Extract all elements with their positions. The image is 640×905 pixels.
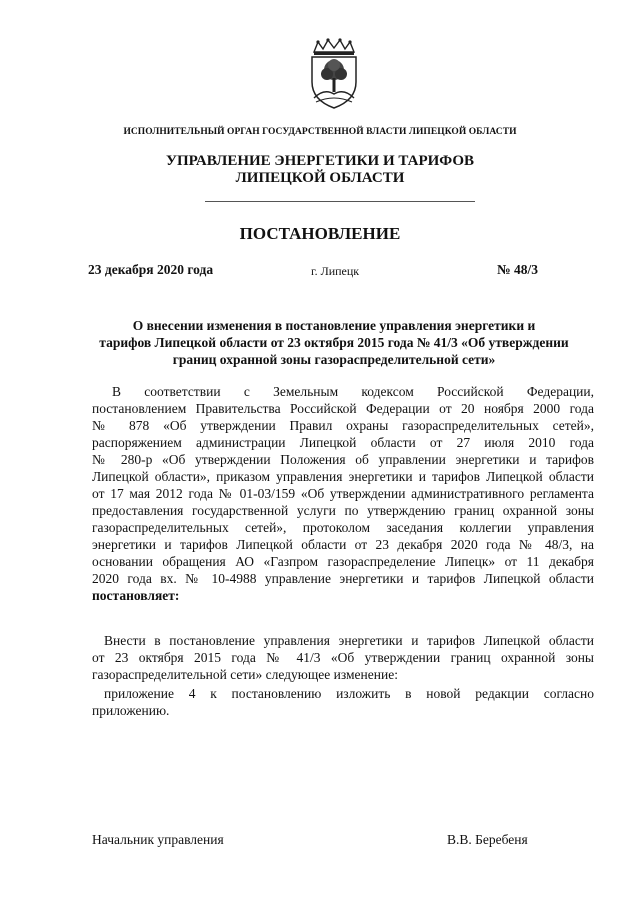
document-subject [74,317,594,368]
department-name-line2: ЛИПЕЦКОЙ ОБЛАСТИ [235,170,405,186]
resolution-line: газораспределительной сети» следующее изменение: [92,667,398,682]
department-name [0,153,640,187]
subject-line: О внесении изменения в постановление управления энергетики и [132,318,536,333]
subject-line: границ охранной зоны газораспределительной сети» [172,352,496,367]
preamble-paragraph [92,383,594,604]
preamble-line: № 878 «Об утверждении Правил охраны газораспределительных сетей», [92,418,594,433]
lipetsk-coat-of-arms-icon [304,38,364,110]
signatory-name: В.В. Беребеня [447,832,528,847]
preamble-line: Липецкой области», приказом управления энергетики и тарифов Липецкой области [92,469,594,484]
resolution-line: от 23 октября 2015 года № 41/3 «Об утверждении границ охранной зоны [92,650,594,665]
decision-word: постановляет: [92,588,180,603]
signatory-position: Начальник управления [92,832,224,847]
preamble-line: № 280-р «Об утверждении Положения об управлении энергетики и тарифов [92,452,594,467]
preamble-line: основании обращения АО «Газпром газораспределение Липецк» от 11 декабря [92,554,594,569]
resolution-paragraph [92,632,594,683]
document-number: № 48/3 [497,262,538,277]
preamble-line: энергетики и тарифов Липецкой области от 23 декабря 2020 года № 48/3, на [92,537,594,552]
resolution-line: Внести в постановление управления энергетики и тарифов Липецкой области [104,633,594,648]
resolution-item-line: приложение 4 к постановлению изложить в новой редакции согласно [104,686,594,701]
authority-name: ИСПОЛНИТЕЛЬНЫЙ ОРГАН ГОСУДАРСТВЕННОЙ ВЛАСТИ ЛИПЕЦКОЙ ОБЛАСТИ [123,127,517,137]
document-date: 23 декабря 2020 года [88,262,214,277]
preamble-line: предоставления государственной услуги по утверждению границ охранной зоны [92,503,594,518]
preamble-line: постановлением Правительства Российской Федерации от 20 ноября 2000 года [92,401,594,416]
header-divider [205,201,475,202]
document-type-title: ПОСТАНОВЛЕНИЕ [239,224,401,243]
department-name-line1: УПРАВЛЕНИЕ ЭНЕРГЕТИКИ И ТАРИФОВ [165,153,475,169]
resolution-item-line: приложению. [92,703,170,718]
document-city: г. Липецк [311,264,360,278]
preamble-line: В соответствии с Земельным кодексом Российской Федерации, [112,384,594,399]
preamble-line: от 17 мая 2012 года № 01-03/159 «Об утверждении административного регламента [92,486,594,501]
preamble-line: 2020 года вх. № 10-4988 управление энергетики и тарифов Липецкой области [92,571,594,586]
subject-line: тарифов Липецкой области от 23 октября 2015 года № 41/3 «Об утверждении [99,335,569,350]
preamble-line: газораспределительных сетей», протоколом заседания коллегии управления [92,520,594,535]
resolution-item [92,685,594,719]
preamble-line: распоряжением администрации Липецкой области от 27 июля 2010 года [92,435,594,450]
